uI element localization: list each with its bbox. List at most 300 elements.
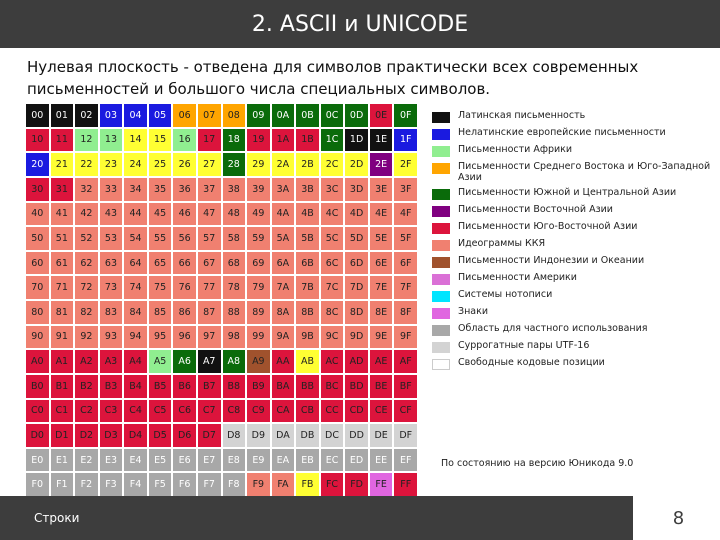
legend-swatch — [432, 112, 450, 123]
grid-cell: 85 — [149, 301, 172, 324]
grid-cell: 39 — [247, 178, 270, 201]
grid-cell: 65 — [149, 252, 172, 275]
grid-cell: 01 — [51, 104, 74, 127]
grid-cell: EC — [321, 449, 344, 472]
grid-cell: 5A — [272, 227, 295, 250]
grid-cell: E7 — [198, 449, 221, 472]
grid-cell: 74 — [124, 276, 147, 299]
grid-cell: 9D — [345, 326, 368, 349]
grid-cell: 97 — [198, 326, 221, 349]
grid-cell: 55 — [149, 227, 172, 250]
legend-swatch — [432, 163, 450, 174]
grid-cell: 96 — [173, 326, 196, 349]
grid-cell: 4A — [272, 203, 295, 226]
grid-cell: EE — [370, 449, 393, 472]
grid-cell: 70 — [26, 276, 49, 299]
grid-cell: 5E — [370, 227, 393, 250]
grid-cell: 75 — [149, 276, 172, 299]
grid-cell: E4 — [124, 449, 147, 472]
grid-cell: 80 — [26, 301, 49, 324]
grid-cell: 89 — [247, 301, 270, 324]
grid-cell: D6 — [173, 424, 196, 447]
grid-cell: 7E — [370, 276, 393, 299]
grid-cell: 15 — [149, 129, 172, 152]
grid-cell: D0 — [26, 424, 49, 447]
grid-cell: B3 — [100, 375, 123, 398]
grid-cell: A4 — [124, 350, 147, 373]
grid-cell: 9F — [394, 326, 417, 349]
grid-cell: F4 — [124, 473, 147, 496]
grid-cell: 44 — [124, 203, 147, 226]
grid-cell: 3A — [272, 178, 295, 201]
grid-cell: 9E — [370, 326, 393, 349]
grid-cell: 0D — [345, 104, 368, 127]
grid-cell: 83 — [100, 301, 123, 324]
grid-cell: FF — [394, 473, 417, 496]
grid-cell: D2 — [75, 424, 98, 447]
grid-cell: 69 — [247, 252, 270, 275]
grid-cell: 0B — [296, 104, 319, 127]
grid-cell: C7 — [198, 400, 221, 423]
grid-cell: EF — [394, 449, 417, 472]
grid-cell: 68 — [223, 252, 246, 275]
grid-cell: C6 — [173, 400, 196, 423]
grid-cell: 6A — [272, 252, 295, 275]
legend-swatch — [432, 308, 450, 319]
grid-cell: 0C — [321, 104, 344, 127]
grid-cell: 17 — [198, 129, 221, 152]
grid-cell: BD — [345, 375, 368, 398]
legend-label: Знаки — [458, 306, 489, 317]
legend-label: Письменности Восточной Азии — [458, 204, 613, 215]
grid-cell: 48 — [223, 203, 246, 226]
grid-cell: 20 — [26, 153, 49, 176]
grid-cell: AA — [272, 350, 295, 373]
grid-cell: 05 — [149, 104, 172, 127]
grid-cell: D1 — [51, 424, 74, 447]
grid-cell: A1 — [51, 350, 74, 373]
grid-cell: C5 — [149, 400, 172, 423]
grid-cell: 9A — [272, 326, 295, 349]
page-number: 8 — [672, 507, 685, 529]
grid-cell: 95 — [149, 326, 172, 349]
grid-cell: 19 — [247, 129, 270, 152]
grid-cell: A5 — [149, 350, 172, 373]
unicode-plane-grid — [26, 104, 417, 496]
grid-cell: 54 — [124, 227, 147, 250]
grid-cell: ED — [345, 449, 368, 472]
grid-cell: 12 — [75, 129, 98, 152]
grid-cell: 3D — [345, 178, 368, 201]
legend-label: Системы нотописи — [458, 289, 553, 300]
grid-cell: AF — [394, 350, 417, 373]
grid-cell: 13 — [100, 129, 123, 152]
grid-cell: 92 — [75, 326, 98, 349]
grid-cell: 8C — [321, 301, 344, 324]
grid-cell: DE — [370, 424, 393, 447]
grid-cell: 76 — [173, 276, 196, 299]
page-number-box — [637, 496, 720, 540]
grid-cell: B9 — [247, 375, 270, 398]
grid-cell: FC — [321, 473, 344, 496]
grid-cell: 7D — [345, 276, 368, 299]
grid-cell: 84 — [124, 301, 147, 324]
grid-cell: 9B — [296, 326, 319, 349]
grid-cell: 42 — [75, 203, 98, 226]
grid-cell: 28 — [223, 153, 246, 176]
grid-cell: 47 — [198, 203, 221, 226]
grid-cell: 86 — [173, 301, 196, 324]
footer-label: Строки — [34, 511, 80, 525]
grid-cell: 78 — [223, 276, 246, 299]
legend-swatch — [432, 274, 450, 285]
grid-cell: 67 — [198, 252, 221, 275]
legend-label: Область для частного использования — [458, 323, 648, 334]
grid-cell: 87 — [198, 301, 221, 324]
grid-cell: 16 — [173, 129, 196, 152]
grid-cell: 36 — [173, 178, 196, 201]
grid-cell: A6 — [173, 350, 196, 373]
grid-cell: E8 — [223, 449, 246, 472]
grid-cell: 5C — [321, 227, 344, 250]
grid-cell: E0 — [26, 449, 49, 472]
intro-text: Нулевая плоскость - отведена для символов практически всех современных письменностей и большого числа специальных символов. — [27, 58, 639, 98]
grid-cell: 3B — [296, 178, 319, 201]
grid-cell: 23 — [100, 153, 123, 176]
legend-item — [432, 323, 716, 336]
grid-cell: 7C — [321, 276, 344, 299]
grid-cell: 00 — [26, 104, 49, 127]
grid-cell: F2 — [75, 473, 98, 496]
grid-cell: 3F — [394, 178, 417, 201]
grid-cell: DB — [296, 424, 319, 447]
grid-cell: 04 — [124, 104, 147, 127]
grid-cell: 3C — [321, 178, 344, 201]
grid-cell: FE — [370, 473, 393, 496]
grid-cell: EA — [272, 449, 295, 472]
grid-cell: 8A — [272, 301, 295, 324]
slide-title: 2. ASCII и UNICODE — [251, 11, 469, 37]
grid-cell: 5F — [394, 227, 417, 250]
grid-cell: DA — [272, 424, 295, 447]
grid-cell: C0 — [26, 400, 49, 423]
grid-cell: 21 — [51, 153, 74, 176]
grid-cell: 82 — [75, 301, 98, 324]
legend-label: Письменности Южной и Центральной Азии — [458, 187, 677, 198]
legend-item — [432, 306, 716, 319]
grid-cell: FB — [296, 473, 319, 496]
grid-cell: B0 — [26, 375, 49, 398]
grid-cell: D4 — [124, 424, 147, 447]
grid-cell: DC — [321, 424, 344, 447]
grid-cell: 29 — [247, 153, 270, 176]
grid-cell: 62 — [75, 252, 98, 275]
grid-cell: E6 — [173, 449, 196, 472]
grid-cell: 43 — [100, 203, 123, 226]
legend-item — [432, 127, 716, 140]
legend-swatch — [432, 342, 450, 353]
grid-cell: E9 — [247, 449, 270, 472]
grid-cell: 64 — [124, 252, 147, 275]
grid-cell: A0 — [26, 350, 49, 373]
grid-cell: 02 — [75, 104, 98, 127]
grid-cell: A9 — [247, 350, 270, 373]
grid-cell: 06 — [173, 104, 196, 127]
grid-cell: C9 — [247, 400, 270, 423]
grid-cell: 58 — [223, 227, 246, 250]
grid-cell: 94 — [124, 326, 147, 349]
grid-cell: 40 — [26, 203, 49, 226]
grid-cell: 71 — [51, 276, 74, 299]
grid-cell: AE — [370, 350, 393, 373]
legend-swatch — [432, 257, 450, 268]
grid-cell: 91 — [51, 326, 74, 349]
legend-swatch — [432, 146, 450, 157]
legend-item — [432, 204, 716, 217]
grid-cell: 61 — [51, 252, 74, 275]
grid-cell: 6E — [370, 252, 393, 275]
legend-label: Письменности Индонезии и Океании — [458, 255, 645, 266]
grid-cell: 56 — [173, 227, 196, 250]
grid-cell: BC — [321, 375, 344, 398]
grid-cell: BF — [394, 375, 417, 398]
grid-cell: 8B — [296, 301, 319, 324]
grid-cell: 60 — [26, 252, 49, 275]
grid-cell: 24 — [124, 153, 147, 176]
grid-cell: F7 — [198, 473, 221, 496]
grid-cell: 38 — [223, 178, 246, 201]
grid-cell: 0F — [394, 104, 417, 127]
legend-item — [432, 272, 716, 285]
grid-cell: 63 — [100, 252, 123, 275]
grid-cell: 6D — [345, 252, 368, 275]
grid-cell: C1 — [51, 400, 74, 423]
grid-cell: B5 — [149, 375, 172, 398]
grid-cell: D5 — [149, 424, 172, 447]
grid-cell: 6F — [394, 252, 417, 275]
grid-cell: CC — [321, 400, 344, 423]
grid-cell: 4E — [370, 203, 393, 226]
grid-cell: 11 — [51, 129, 74, 152]
grid-cell: 7B — [296, 276, 319, 299]
grid-cell: 08 — [223, 104, 246, 127]
legend-item — [432, 357, 716, 370]
grid-cell: 2A — [272, 153, 295, 176]
grid-cell: 1D — [345, 129, 368, 152]
legend-label: Нелатинские европейские письменности — [458, 127, 666, 138]
grid-cell: A3 — [100, 350, 123, 373]
grid-cell: CA — [272, 400, 295, 423]
legend-item — [432, 340, 716, 353]
grid-cell: CB — [296, 400, 319, 423]
legend-label: Письменности Среднего Востока и Юго-Западной Азии — [458, 161, 711, 183]
grid-cell: 52 — [75, 227, 98, 250]
grid-cell: AD — [345, 350, 368, 373]
legend-swatch — [432, 129, 450, 140]
grid-cell: 9C — [321, 326, 344, 349]
grid-cell: 26 — [173, 153, 196, 176]
legend-label: Суррогатные пары UTF-16 — [458, 340, 590, 351]
grid-cell: A7 — [198, 350, 221, 373]
grid-cell: B2 — [75, 375, 98, 398]
legend-item — [432, 110, 716, 123]
grid-cell: 09 — [247, 104, 270, 127]
grid-cell: C2 — [75, 400, 98, 423]
grid-cell: 6B — [296, 252, 319, 275]
grid-cell: 66 — [173, 252, 196, 275]
grid-cell: CE — [370, 400, 393, 423]
grid-cell: 88 — [223, 301, 246, 324]
grid-cell: D9 — [247, 424, 270, 447]
grid-cell: B1 — [51, 375, 74, 398]
grid-cell: 5B — [296, 227, 319, 250]
grid-cell: C8 — [223, 400, 246, 423]
grid-cell: 8D — [345, 301, 368, 324]
legend — [432, 110, 716, 374]
grid-cell: 34 — [124, 178, 147, 201]
grid-cell: F5 — [149, 473, 172, 496]
grid-cell: 03 — [100, 104, 123, 127]
grid-cell: 4B — [296, 203, 319, 226]
legend-item — [432, 221, 716, 234]
grid-cell: A2 — [75, 350, 98, 373]
grid-cell: 73 — [100, 276, 123, 299]
grid-cell: 22 — [75, 153, 98, 176]
grid-cell: 27 — [198, 153, 221, 176]
footer-bar — [0, 496, 633, 540]
grid-cell: 79 — [247, 276, 270, 299]
grid-cell: 50 — [26, 227, 49, 250]
grid-cell: 1E — [370, 129, 393, 152]
grid-cell: AC — [321, 350, 344, 373]
grid-cell: 4F — [394, 203, 417, 226]
grid-cell: DD — [345, 424, 368, 447]
grid-cell: D7 — [198, 424, 221, 447]
grid-cell: B7 — [198, 375, 221, 398]
grid-cell: 98 — [223, 326, 246, 349]
grid-cell: CD — [345, 400, 368, 423]
legend-label: Идеограммы ККЯ — [458, 238, 546, 249]
grid-cell: 41 — [51, 203, 74, 226]
legend-swatch — [432, 206, 450, 217]
grid-cell: 49 — [247, 203, 270, 226]
grid-cell: 14 — [124, 129, 147, 152]
grid-cell: E1 — [51, 449, 74, 472]
grid-cell: 5D — [345, 227, 368, 250]
grid-cell: E2 — [75, 449, 98, 472]
grid-cell: B6 — [173, 375, 196, 398]
legend-swatch — [432, 189, 450, 200]
grid-cell: 8E — [370, 301, 393, 324]
grid-cell: 1C — [321, 129, 344, 152]
legend-label: Свободные кодовые позиции — [458, 357, 605, 368]
grid-cell: 0A — [272, 104, 295, 127]
grid-cell: 31 — [51, 178, 74, 201]
grid-cell: 2D — [345, 153, 368, 176]
grid-cell: 2F — [394, 153, 417, 176]
grid-cell: 1B — [296, 129, 319, 152]
grid-cell: 51 — [51, 227, 74, 250]
grid-cell: D8 — [223, 424, 246, 447]
legend-item — [432, 238, 716, 251]
legend-swatch — [432, 325, 450, 336]
legend-label: Письменности Юго-Восточной Азии — [458, 221, 638, 232]
grid-cell: 33 — [100, 178, 123, 201]
grid-cell: F8 — [223, 473, 246, 496]
grid-cell: B8 — [223, 375, 246, 398]
grid-cell: 57 — [198, 227, 221, 250]
grid-cell: F6 — [173, 473, 196, 496]
grid-cell: FD — [345, 473, 368, 496]
grid-cell: 8F — [394, 301, 417, 324]
grid-cell: 53 — [100, 227, 123, 250]
grid-cell: 72 — [75, 276, 98, 299]
grid-cell: 2C — [321, 153, 344, 176]
legend-label: Латинская письменность — [458, 110, 586, 121]
grid-cell: 35 — [149, 178, 172, 201]
grid-cell: 25 — [149, 153, 172, 176]
grid-cell: C4 — [124, 400, 147, 423]
grid-cell: 99 — [247, 326, 270, 349]
grid-cell: 37 — [198, 178, 221, 201]
grid-cell: 4C — [321, 203, 344, 226]
grid-cell: 81 — [51, 301, 74, 324]
legend-item — [432, 144, 716, 157]
legend-item — [432, 161, 716, 183]
grid-cell: F3 — [100, 473, 123, 496]
legend-label: Письменности Африки — [458, 144, 573, 155]
grid-cell: FA — [272, 473, 295, 496]
grid-cell: 59 — [247, 227, 270, 250]
grid-cell: AB — [296, 350, 319, 373]
legend-label: Письменности Америки — [458, 272, 577, 283]
grid-cell: 46 — [173, 203, 196, 226]
grid-cell: 3E — [370, 178, 393, 201]
grid-cell: 7F — [394, 276, 417, 299]
grid-cell: 2B — [296, 153, 319, 176]
version-note: По состоянию на версию Юникода 9.0 — [441, 458, 634, 469]
grid-cell: BB — [296, 375, 319, 398]
grid-cell: 4D — [345, 203, 368, 226]
legend-swatch — [432, 240, 450, 251]
grid-cell: D3 — [100, 424, 123, 447]
grid-cell: 45 — [149, 203, 172, 226]
slide-title-bar — [0, 0, 720, 48]
grid-cell: 2E — [370, 153, 393, 176]
grid-cell: E3 — [100, 449, 123, 472]
grid-cell: EB — [296, 449, 319, 472]
grid-cell: BE — [370, 375, 393, 398]
grid-cell: F9 — [247, 473, 270, 496]
grid-cell: 1A — [272, 129, 295, 152]
grid-cell: A8 — [223, 350, 246, 373]
legend-swatch — [432, 359, 450, 370]
grid-cell: 6C — [321, 252, 344, 275]
grid-cell: 32 — [75, 178, 98, 201]
grid-cell: 30 — [26, 178, 49, 201]
legend-swatch — [432, 223, 450, 234]
grid-cell: 18 — [223, 129, 246, 152]
grid-cell: 0E — [370, 104, 393, 127]
grid-cell: 7A — [272, 276, 295, 299]
legend-item — [432, 187, 716, 200]
grid-cell: DF — [394, 424, 417, 447]
grid-cell: 07 — [198, 104, 221, 127]
grid-cell: E5 — [149, 449, 172, 472]
grid-cell: 90 — [26, 326, 49, 349]
grid-cell: CF — [394, 400, 417, 423]
grid-cell: 1F — [394, 129, 417, 152]
